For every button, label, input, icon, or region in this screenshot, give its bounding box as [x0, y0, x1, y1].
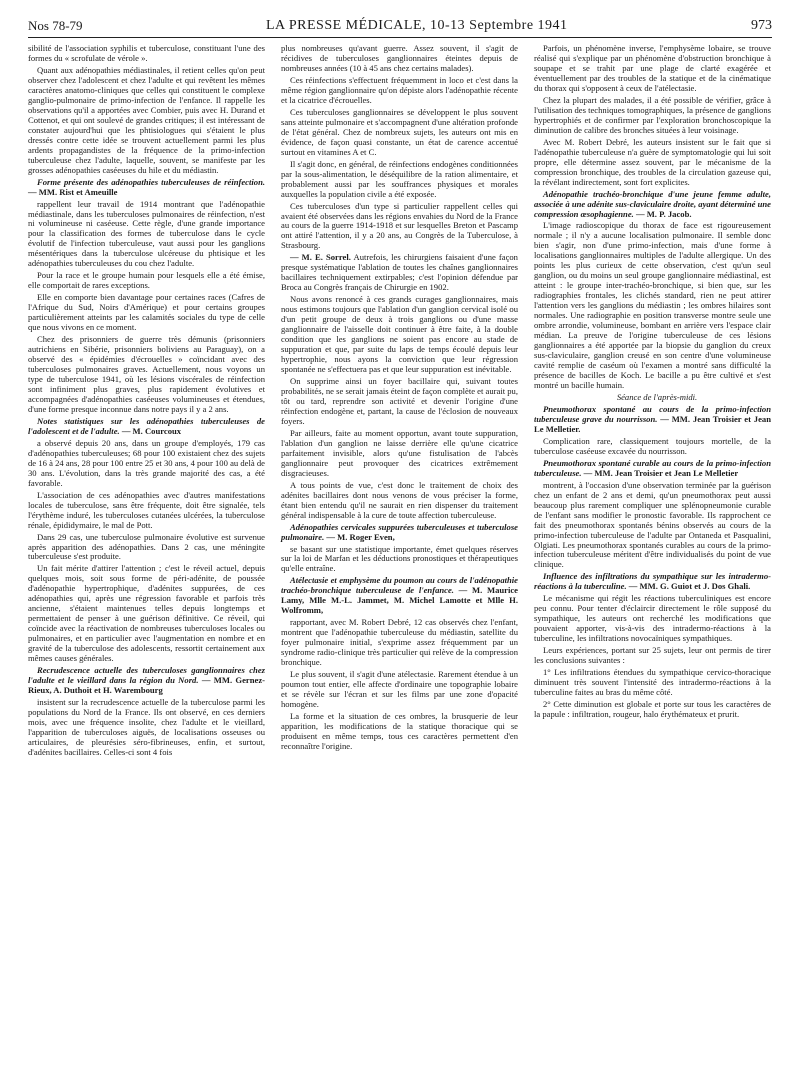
paragraph: Nous avons renoncé à ces grands curages ganglionnaires, mais nous estimons toujours que l'ablation d'un ganglion cervical isolé ou d'un petit groupe de deux à trois ganglions ou d'une masse ganglionnaire de l'aisselle doit continuer à être faite, à la double condition que les ganglions ne soient pas encore au stade de suppuration et que, par suite du laps de temps écoulé depuis leur hypertrophie, nous ayons la conviction que leur régression spontanée ne s'effectuera pas et que leur suppuration est inévitable. — [281, 294, 518, 375]
column-2 — [281, 44, 518, 760]
paragraph: Chez des prisonniers de guerre très démunis (prisonniers autrichiens en Sibérie, prisonniers boliviens au Paraguay), on a observé des « épidémies d'écrouelles » coïncidant avec des tuberculoses pulmonaires graves. Actuellement, nous voyons un type de tuberculose 1941, où les lésions viscérales de réinfection sont infiniment plus graves, plus rapidement évolutives et accompagnées d'adénopathies caséeuses volumineuses et étendues, d'une forme presque inconnue dans notre pays il y a 2 ans. — [28, 334, 265, 414]
paragraph: 1° Les infiltrations étendues du sympathique cervico-thoracique diminuent très souvent l'intensité des intradermo-réactions à la tuberculine faites au bras du même côté. — [534, 667, 771, 698]
paragraph: Dans 29 cas, une tuberculose pulmonaire évolutive est survenue après apparition des adénopathies. Dans 2 cas, une méningite tuberculeuse s'est produite. — [28, 531, 265, 562]
paragraph: se basant sur une statistique importante, émet quelques réserves sur la loi de Marfan et les déductions pronostiques et thérapeutiques qu'elle entraîne. — [281, 543, 518, 574]
section-authors: — M. P. Jacob. — [635, 208, 692, 219]
paragraph: La forme et la situation de ces ombres, la brusquerie de leur apparition, les modifications de la statique thoracique qui se produisent en même temps, tous ces caractères permettent d'en reconnaître l'origine. — [281, 711, 518, 751]
issue-number: Nos 78-79 — [28, 18, 83, 33]
paragraph: plus nombreuses qu'avant guerre. Assez souvent, il s'agit de récidives de tuberculoses ganglionnaires éteintes depuis de nombreuses années (10 à 45 ans chez certains malades). — [281, 43, 518, 73]
section-title: Adénopathies cervicales suppurées tuberculeuses et tuberculose pulmonaire. — [281, 521, 518, 542]
paragraph: Leurs expériences, portant sur 25 sujets, leur ont permis de tirer les conclusions suivantes : — [534, 645, 771, 666]
paragraph: Le plus souvent, il s'agit d'une atélectasie. Rarement étendue à un poumon tout entier, elle affecte d'ordinaire une topographie lobaire et se révèle sur l'écran et sur les films par une zone d'opacité homogène. — [281, 669, 518, 710]
paragraph: Un fait mérite d'attirer l'attention ; c'est le réveil actuel, depuis quelques mois, soit sous forme de péri-adénite, de poussée d'adénopathie hypertrophique, d'adénites suppurées, de ces adénopathies qui, après une régression favorable et parfois très ancienne, s'étaient maintenues telles depuis longtemps et permettaient de penser à une guérison définitive. Ce réveil, qui coïncide avec la réactivation de nombreuses tuberculoses locales ou pulmonaires, et en particulier avec l'augmentation en nombre et en gravité de la tuberculose des adolescents, ressortit certainement aux mêmes causes générales. — [28, 563, 265, 664]
section-authors: — M. Roger Even, — [326, 531, 395, 542]
section-heading — [28, 178, 265, 198]
section-title: Pneumothorax spontané au cours de la primo-infection tuberculeuse grave du nourrisson. — [534, 403, 771, 424]
paragraph: Il s'agit donc, en général, de réinfections endogènes conditionnées par la sous-alimentation, le déséquilibre de la ration alimentaire, et probablement aussi par les souffrances physiques et morales auxquelles la population civile a été exposée. — [281, 158, 518, 199]
paragraph: Pour la race et le groupe humain pour lesquels elle a été émise, elle comportait de rares exceptions. — [28, 270, 265, 291]
paragraph: A tous points de vue, c'est donc le traitement de choix des adénites bacillaires dont nous venons de vous préciser la forme, étant bien entendu qu'il ne saurait en rien dispenser du traitement général indispensable à la cure de toute affection tuberculeuse. — [281, 479, 518, 520]
journal-title: LA PRESSE MÉDICALE, 10-13 Septembre 1941 — [265, 18, 568, 33]
section-heading — [28, 417, 265, 437]
section-heading — [28, 666, 265, 696]
section-heading — [534, 190, 771, 220]
paragraph: sibilité de l'association syphilis et tuberculose, constituant l'une des formes du « scrofulate de vérole ». — [28, 43, 265, 63]
paragraph: montrent, à l'occasion d'une observation terminée par la guérison chez un enfant de 2 ans et demi, qu'un pneumothorax peut aussi beaucoup plus rarement compliquer une splénopneumonie curable de l'enfant sans modifier le pronostic favorable. Ils rapprochent ce fait des pneumothorax spontanés bénins observés au cours de la primo-infection tuberculeuse de l'adulte par Ontaneda et Pasqualini, Olgiati. Les pneumothorax spontanés curables au cours de la primo-infection tuberculeuse méritent d'être individualisés du point de vue clinique. — [534, 479, 771, 570]
section-authors: — M. Courcoux — [121, 425, 182, 436]
session-heading: Séance de l'après-midi. — [616, 391, 698, 402]
section-authors: — MM. Gernez-Rieux, A. Duthoit et H. Warembourg — [28, 675, 265, 696]
section-title: Forme présente des adénopathies tuberculeuses de réinfection. — [37, 176, 265, 187]
section-authors: — MM. Jean Troisier et Jean Le Melletier — [583, 467, 739, 478]
paragraph: Par ailleurs, faite au moment opportun, avant toute suppuration, l'ablation d'un ganglion ne laisse derrière elle qu'une cicatrice parfaitement invisible, alors qu'une fistulisation de l'abcès ganglionnaire peut provoquer des cicatrices extrêmement disgracieuses. — [281, 427, 518, 478]
page-header — [28, 8, 772, 38]
paragraph: Chez la plupart des malades, il a été possible de vérifier, grâce à l'utilisation des techniques tomographiques, la présence de ganglions hypertrophiés et de confirmer par l'exploration bronchoscopique la diminution de calibre des bronches situées à leur voisinage. — [534, 94, 771, 135]
paragraph: rappellent leur travail de 1914 montrant que l'adénopathie médiastinale, dans les tuberculoses pulmonaires de réinfection, n'est ni volumineuse ni caséeuse. Cette règle, d'une grande importance pour la classification des formes de tuberculose dans le cycle évolutif de l'infection tuberculeuse, vaut aussi pour les ganglions mésentériques dans la tuberculose ulcéreuse du phtisique et les adénopathies tuberculeuses du cou chez l'adulte. — [28, 198, 265, 269]
section-heading — [534, 572, 771, 592]
section-title: Influence des infiltrations du sympathique sur les intradermo-réactions à la tuberculine. — [534, 571, 771, 592]
paragraph: 2° Cette diminution est globale et porte sur tous les caractères de la papule : infiltration, rougeur, halo érythémateux et prurit. — [534, 699, 771, 719]
section-heading — [534, 459, 771, 479]
section-authors: — M. E. Sorrel. — [290, 252, 351, 263]
section-title: Pneumothorax spontané curable au cours de la primo-infection tuberculeuse. — [534, 457, 771, 478]
page-number: 973 — [750, 18, 772, 33]
section-title: Atélectasie et emphysème du poumon au cours de l'adénopathie trachéo-bronchique tuberculeuse de l'enfance. — [281, 575, 518, 596]
paragraph: L'association de ces adénopathies avec d'autres manifestations locales de tuberculose, sans être fréquente, doit être signalée, tels l'érythème induré, les tuberculoses cutanées ulcérées, la tuberculose rénale, épididymaire, le mal de Pott. — [28, 489, 265, 530]
paragraph-text: Autrefois, les chirurgiens faisaient d'une façon presque systématique l'ablation de toutes les chaînes ganglionnaires bacillaires techniquement extirpables; c'est l'opinion défendue par Broca au Congrès français de Chirurgie en 1902. — [281, 252, 518, 293]
section-heading — [281, 523, 518, 543]
paragraph: a observé depuis 20 ans, dans un groupe d'employés, 179 cas d'adénopathies tuberculeuses; 68 pour 100 existaient chez des sujets de 16 à 24 ans, 28 pour 100 entre 25 et 30 ans, 4 pour 100 au delà de 30 ans. L'évolution, dans la très grande majorité des cas, a été favorable. — [28, 437, 265, 488]
section-authors: — MM. G. Guiot et J. Dos Ghali. — [628, 581, 751, 592]
section-heading — [534, 405, 771, 435]
paragraph: Parfois, un phénomène inverse, l'emphysème lobaire, se trouve réalisé qui s'explique par un phénomène d'obstruction bronchique à soupape et se trahit par une plage de clarté exagérée et éventuellement par des troubles de la statique et de la cinématique du thorax qui s'opposent à ceux de l'atélectasie. — [534, 43, 771, 93]
paragraph: Ces tuberculoses d'un type si particulier rappellent celles qui avaient été observées dans les régions envahies du Nord de la France au cours de la guerre 1914-1918 et sur lesquelles Breton et Pascamp ont attiré l'attention, il y a 20 ans, au Congrès de la Tuberculose, à Strasbourg. — [281, 200, 518, 251]
section-authors: — MM. Jean Troisier et Jean Le Melletier. — [534, 413, 771, 434]
section-title: Notes statistiques sur les adénopathies tuberculeuses de l'adolescent et de l'adulte. — [28, 415, 265, 436]
paragraph: Avec M. Robert Debré, les auteurs insistent sur le fait que si l'adénopathie tuberculeuse n'a guère de symptomatologie qui lui soit propre, elle détermine assez souvent, par le mécanisme de la compression bronchique, des troubles de la circulation gazeuse qui, la révélant indirectement, sont fort explicites. — [534, 136, 771, 187]
section-title: Recrudescence actuelle des tuberculoses ganglionnaires chez l'adulte et le vieillard dans la région du Nord. — [28, 665, 265, 686]
paragraph: rapportant, avec M. Robert Debré, 12 cas observés chez l'enfant, montrent que l'adénopathie tuberculeuse du médiastin, satellite du foyer pulmonaire initial, s'exprime assez fréquemment par un syndrome radio-clinique très particulier qui relève de la compression bronchique. — [281, 617, 518, 668]
paragraph: L'image radioscopique du thorax de face est rigoureusement normale ; il n'y a aucune localisation pulmonaire. Il semble donc bien s'agir, non d'une primo-infection, mais d'une forme à localisations ganglionnaires multiples de l'adulte allergique. Un des points les plus curieux de cette observation, c'est qu'un seul ganglion, ou du moins un seul groupe ganglionnaire médiastinal, est atteint : le groupe inter-trachéo-bronchique, si bien que, sur les radiographies frontales, les clichés standard, rien ne peut attirer l'attention vers les ganglions du médiastin ; les ombres hilaires sont normales. Une radiographie en position transverse montre seule une ombre arrondie, volumineuse, bombant en arrière vers l'espace clair médian. La preuve de l'origine tuberculeuse de ces lésions ganglionnaires a été apportée par la biopsie du ganglion du creux sus-claviculaire, ganglion creusé en son centre d'une volumineuse cavité remplie de caséum où l'examen a montré sans difficulté la présence de bacilles de Koch. Le bacille a pu être cultivé et s'est montré un bacille humain. — [534, 220, 771, 390]
paragraph: Le mécanisme qui régit les réactions tuberculiniques est encore peu connu. Pour tenter d'éclaircir directement le rôle supposé du sympathique, les auteurs ont recherché les modifications que pouvaient apporter, vis-à-vis des intradermo-réactions à la tuberculine, les infiltrations novocaïniques sympathiques. — [534, 593, 771, 644]
paragraph: insistent sur la recrudescence actuelle de la tuberculose parmi les populations du Nord de la France. Ils ont observé, en ces derniers mois, avec une fréquence insolite, chez l'adulte et le vieillard, l'apparition de tuberculoses aiguës, de localisations osseuses ou articulaires, de pleurésies séro-fibrineuses, enfin, et surtout, d'adénites bacillaires. Celles-ci sont 4 fois — [28, 697, 265, 757]
paragraph: On supprime ainsi un foyer bacillaire qui, suivant toutes probabilités, ne se serait jamais éteint de façon complète et aurait pu, tôt ou tard, reprendre son activité et devenir l'origine d'une réinfection endogène et, partant, la cause de l'éclosion de nouveaux foyers. — [281, 376, 518, 426]
paragraph: Ces tuberculoses ganglionnaires se développent le plus souvent sans atteinte pulmonaire et s'accompagnent d'une altération profonde de l'état général. Chez de nombreux sujets, les auteurs ont mis en évidence, de façon quasi constante, un état de carence accentué surtout en vitamines A et C. — [281, 106, 518, 157]
section-authors: — M. Maurice Lamy, Mlle M.-L. Jammet, M. Michel Lamotte et Mlle H. Wolfromm, — [281, 585, 519, 616]
article-columns — [28, 44, 772, 760]
section-authors: — MM. Rist et Ameuille — [28, 186, 118, 197]
paragraph: Complication rare, classiquement toujours mortelle, de la tuberculose caséeuse excavée du nourrisson. — [534, 435, 771, 456]
paragraph: Ces réinfections s'effectuent fréquemment in loco et c'est dans la même région ganglionnaire qu'on dépiste alors l'adénopathie récente et la cicatrice d'écrouelles. — [281, 74, 518, 105]
column-1 — [28, 44, 265, 760]
paragraph: Quant aux adénopathies médiastinales, il retient celles qu'on peut observer chez l'adolescent et chez l'adulte et qui revêtent les mêmes caractères anatomo-cliniques que celles qui constituent le complexe ganglio-pulmonaire de primo-infection de l'enfance. Il rappelle les observations qu'il a apportées avec Combier, puis avec H. Durand et Cottenot, et qui ont soulevé de grandes critiques; il est intéressant de constater aujourd'hui que les phtisiologues qui s'étaient le plus dressés contre cette idée se trouvent actuellement parmi les plus ardents propagandistes de la fréquence de la primo-infection tuberculeuse chez l'adulte, laquelle, souvent, se manifeste par les grosses adénopathies caséeuses du hile et du médiastin. — [28, 64, 265, 175]
paragraph: Elle en comporte bien davantage pour certaines races (Cafres de l'Afrique du Sud, Noirs d'Amérique) et pour certains groupes particulièrement atteints par les calamités sociales du type de celle que nous vivons en ce moment. — [28, 292, 265, 333]
section-heading — [281, 576, 518, 616]
paragraph — [281, 253, 518, 293]
section-title: Adénopathie trachéo-bronchique d'une jeune femme adulte, associée à une adénite sus-claviculaire droite, ayant déterminé une compression œsophagienne. — [534, 188, 771, 219]
column-3 — [534, 44, 771, 760]
